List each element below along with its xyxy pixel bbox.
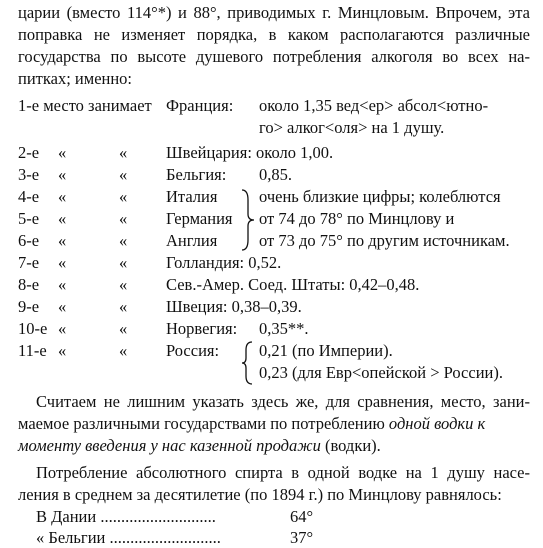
intro-line-2: поправка не изменяет порядка, в каком располагаются различные (18, 25, 530, 44)
para3-line-2: ления в среднем за десятилетие (по 1894 г.) по Минцлову равнялось: (18, 485, 502, 504)
ditto-mark: « (58, 297, 67, 316)
rank-6-country: Англия (166, 231, 218, 250)
intro-line-1: царии (вместо 114°*) и 88°, приводимых г. Минцловым. Впрочем, эта (18, 3, 530, 22)
grouping-brace (240, 188, 256, 252)
ditto-mark: « (58, 341, 67, 360)
rank-2-text: Швейцария: около 1,00. (166, 143, 334, 162)
rank-10-value: 0,35**. (259, 319, 309, 338)
rank-11-country: Россия: (166, 341, 220, 360)
ditto-mark: « (119, 341, 128, 360)
rank-1-value-line2: го> алког<оля> на 1 душу. (259, 118, 445, 137)
rank-8-label: 8-е (18, 275, 40, 294)
rank-7-label: 7-е (18, 253, 40, 272)
ditto-mark: « (119, 165, 128, 184)
para2-line-3 (18, 436, 381, 456)
rank-3-country: Бельгия: (166, 165, 227, 184)
ditto-mark: « (58, 143, 67, 162)
rank-11-value-1: 0,21 (по Империи). (259, 341, 393, 360)
rank-4-label: 4-е (18, 187, 40, 206)
rank-3-value: 0,85. (259, 165, 292, 184)
rank-1-label: 1-е место занимает (18, 96, 152, 115)
ditto-mark: « (119, 275, 128, 294)
para3-line-1: Потребление абсолютного спирта в одной водке на 1 душу насе- (36, 463, 530, 482)
ditto-mark: « (58, 275, 67, 294)
russia-brace (240, 340, 254, 386)
ditto-mark: « (119, 253, 128, 272)
ditto-mark: « (119, 231, 128, 250)
intro-line-3: государства по высоте душевого потребления алкоголя во всех на- (18, 47, 530, 66)
ditto-mark: « (119, 319, 128, 338)
ditto-mark: « (58, 253, 67, 272)
ditto-mark: « (58, 187, 67, 206)
rank-10-country: Норвегия: (166, 319, 238, 338)
rank-4-value: очень близкие цифры; колеблются (259, 187, 501, 206)
ditto-mark: « (119, 187, 128, 206)
rank-11-label: 11-е (18, 341, 47, 360)
ditto-mark: « (58, 319, 67, 338)
rank-6-value: от 73 до 75° по другим источникам. (259, 231, 510, 250)
intro-line-4: питках; именно: (18, 69, 133, 88)
rank-5-country: Германия (166, 209, 233, 228)
vodka-row-label: « Бельгии ........................... (36, 528, 221, 547)
ditto-mark: « (58, 165, 67, 184)
para2-line-3-italic: моменту введения у нас казенной продажи (18, 436, 321, 455)
rank-3-label: 3-е (18, 165, 40, 184)
rank-5-value: от 74 до 78° по Минцлову и (259, 209, 455, 228)
rank-11-value-2: 0,23 (для Евр<опейской > России). (259, 363, 503, 382)
rank-9-text: Швеция: 0,38–0,39. (166, 297, 302, 316)
rank-7-text: Голландия: 0,52. (166, 253, 282, 272)
ditto-mark: « (58, 231, 67, 250)
vodka-row-label: В Дании ............................ (36, 507, 216, 526)
ditto-mark: « (58, 209, 67, 228)
ditto-mark: « (119, 209, 128, 228)
para2-line-1: Считаем не лишним указать здесь же, для сравнения, место, зани- (36, 392, 530, 411)
para2-line-3-end: (водки). (320, 436, 381, 455)
rank-9-label: 9-е (18, 297, 40, 316)
rank-5-label: 5-е (18, 209, 40, 228)
rank-2-label: 2-е (18, 143, 40, 162)
vodka-row-value: 37° (290, 528, 314, 547)
rank-4-country: Италия (166, 187, 218, 206)
rank-1-value-line1: около 1,35 вед<ер> абсол<ютно- (259, 96, 489, 115)
para2-line-2-start: маемое различными государствами по потреблению (18, 414, 389, 433)
rank-6-label: 6-е (18, 231, 40, 250)
ditto-mark: « (119, 297, 128, 316)
rank-1-country: Франция: (166, 96, 234, 115)
vodka-row-value: 64° (290, 507, 314, 526)
ditto-mark: « (119, 143, 128, 162)
rank-10-label: 10-е (18, 319, 48, 338)
rank-8-text: Сев.-Амер. Соед. Штаты: 0,42–0,48. (166, 275, 420, 294)
para2-line-2-italic: одной водки к (388, 414, 486, 433)
para2-line-2 (18, 414, 485, 434)
